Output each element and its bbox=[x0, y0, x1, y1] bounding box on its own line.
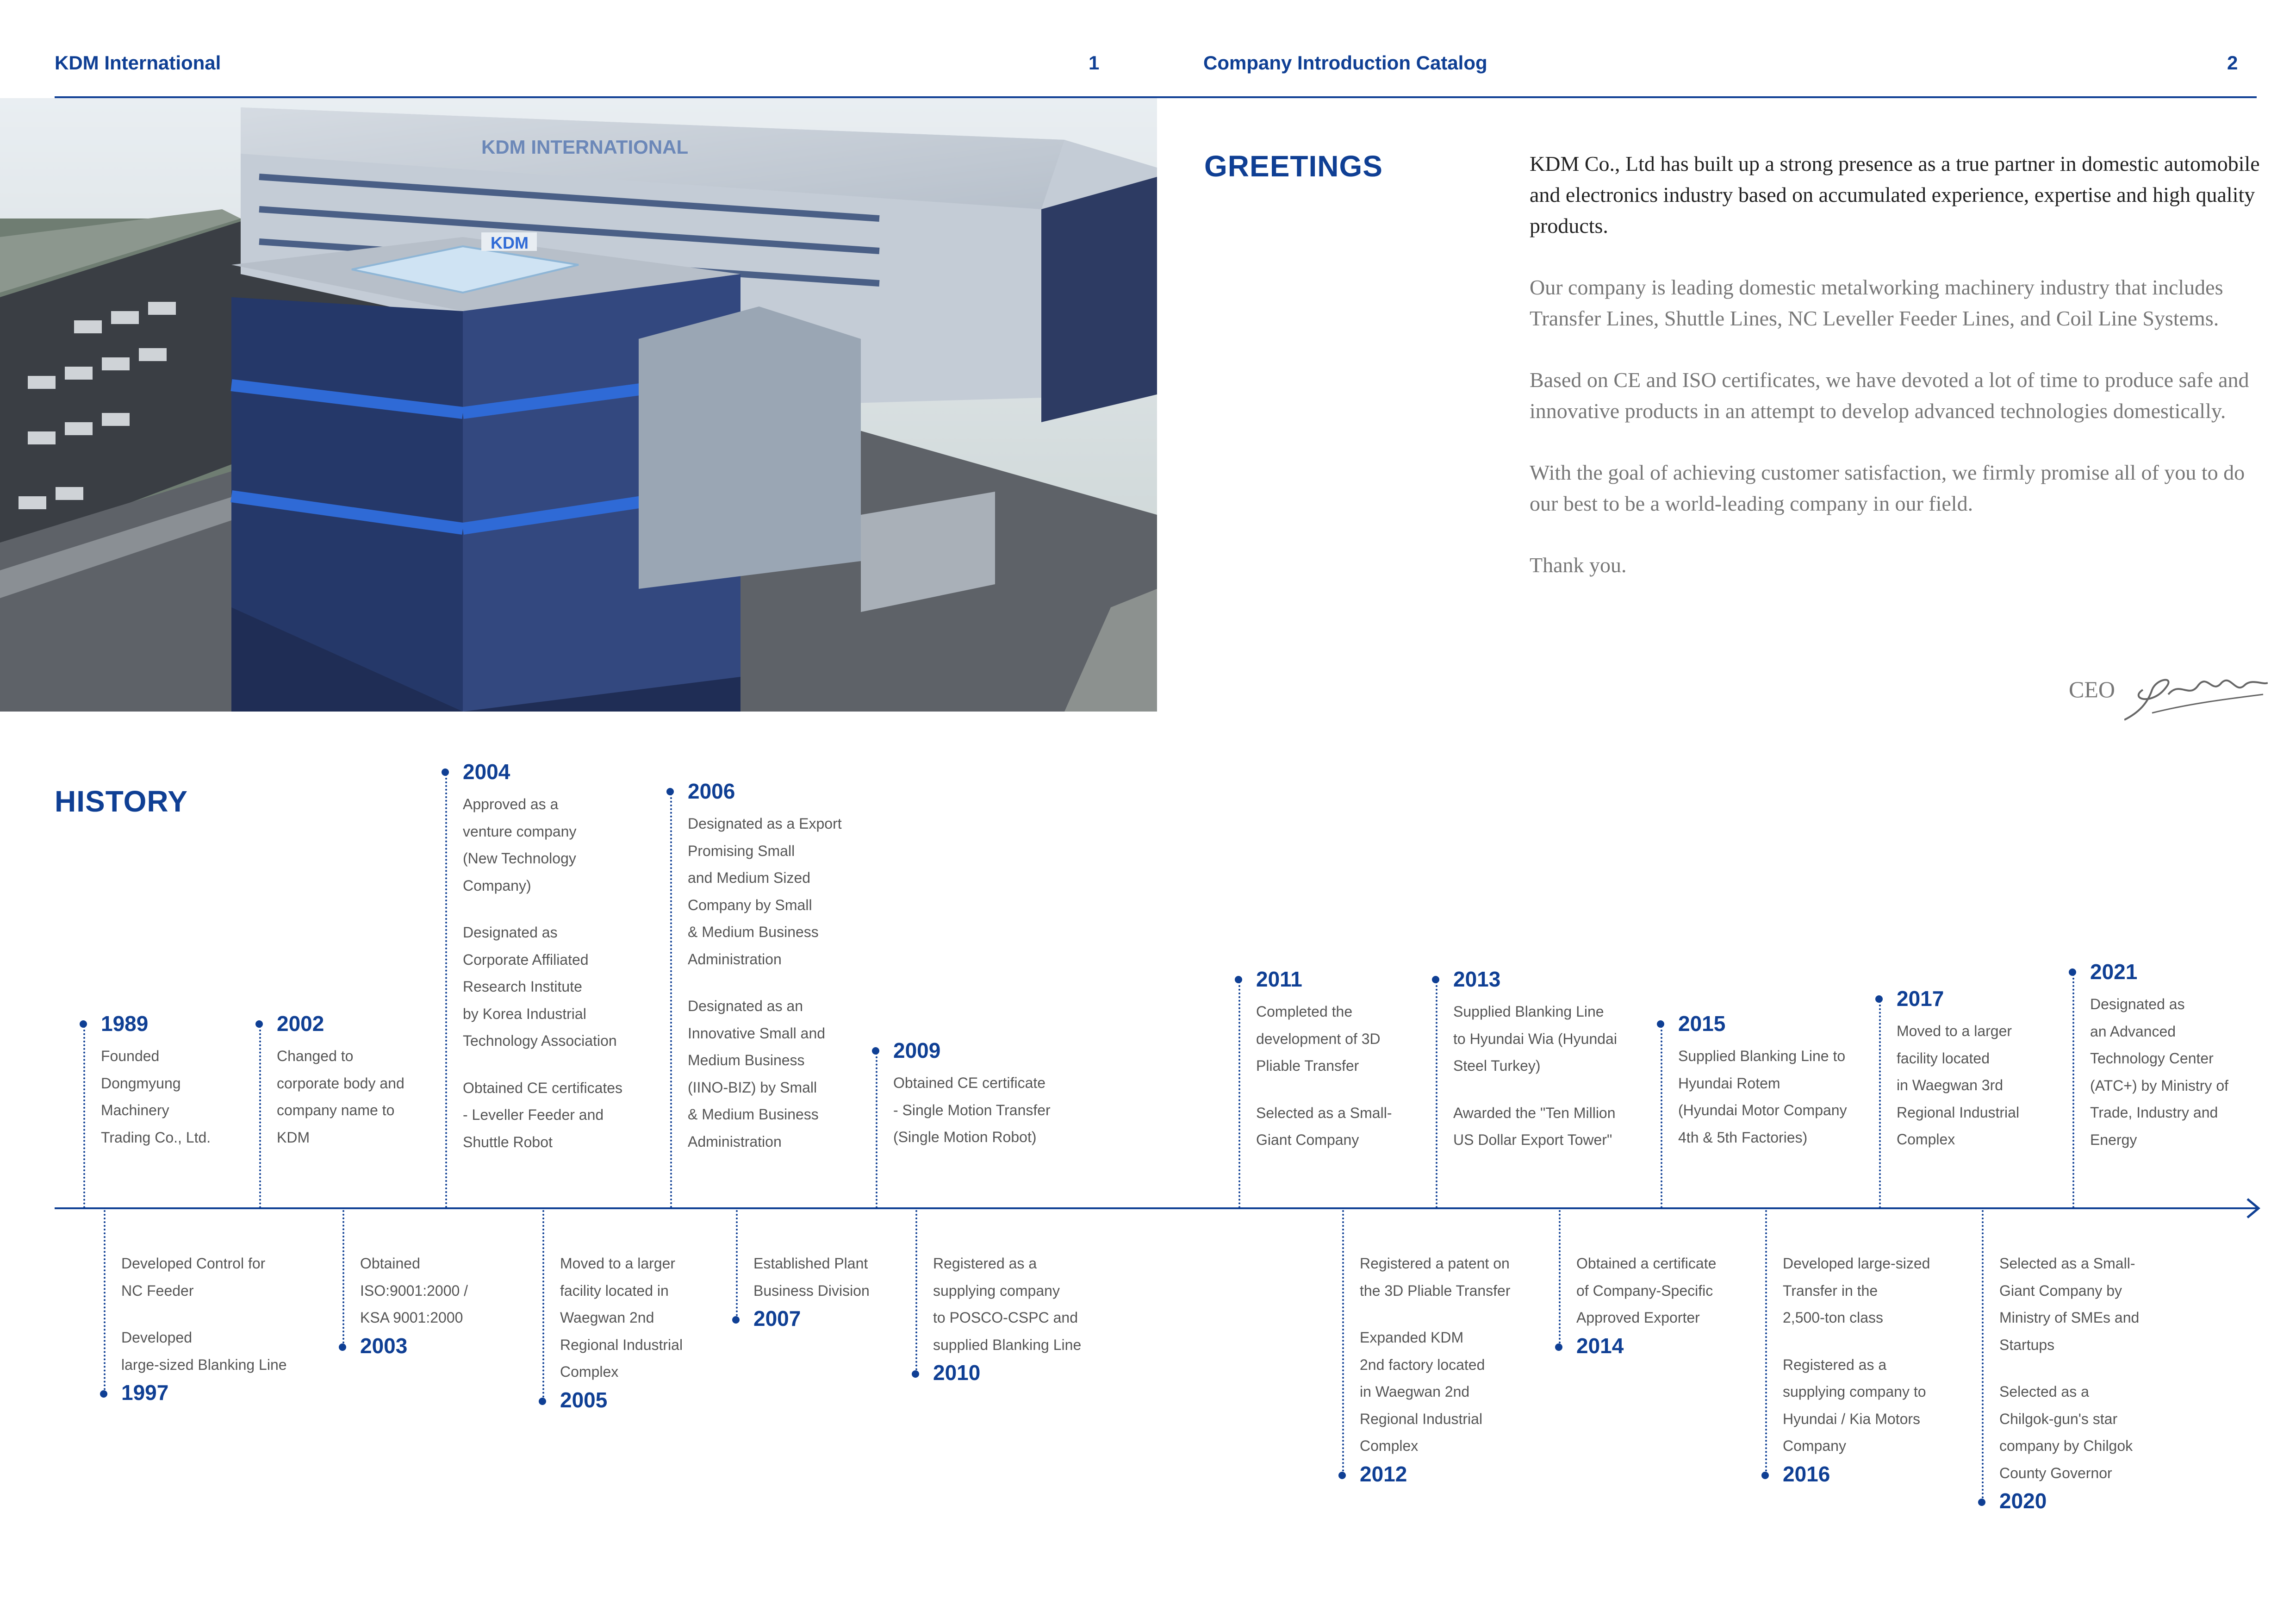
event-dot-icon bbox=[1875, 995, 1883, 1003]
event-item: Moved to a larger facility located in Waegwan 3rd Regional Industrial Complex bbox=[1897, 1023, 2020, 1148]
event-description bbox=[1360, 1250, 1563, 1460]
event-year: 2015 bbox=[1678, 1012, 1726, 1036]
building-photo bbox=[0, 98, 1157, 712]
left-header-title: KDM International bbox=[55, 52, 221, 74]
event-description bbox=[1897, 1018, 2100, 1153]
event-dot-icon bbox=[539, 1398, 546, 1405]
event-description bbox=[1999, 1250, 2203, 1487]
ceo-label: CEO bbox=[2069, 676, 2115, 702]
event-dot-icon bbox=[1657, 1020, 1664, 1028]
event-description bbox=[463, 791, 666, 1156]
event-dot-icon bbox=[1555, 1343, 1562, 1351]
greetings-paragraph-1: KDM Co., Ltd has built up a strong presence as a true partner in domestic automobile and electronics industry based on accumulated experience, expertise and high quality products. bbox=[1530, 152, 2260, 237]
event-item: Selected as a Chilgok-gun's star company by Chilgok County Governor bbox=[1999, 1383, 2133, 1481]
ceo-signature bbox=[2124, 662, 2268, 722]
event-connector bbox=[1238, 981, 1240, 1208]
event-description bbox=[101, 1043, 305, 1151]
event-year: 1997 bbox=[121, 1380, 169, 1405]
event-item: Developed large-sized Transfer in the 2,500-ton class bbox=[1783, 1255, 1930, 1326]
event-dot-icon bbox=[1978, 1499, 1985, 1506]
event-description bbox=[933, 1250, 1137, 1358]
event-year: 1989 bbox=[101, 1012, 149, 1036]
event-description bbox=[753, 1250, 957, 1304]
event-item: Designated as Corporate Affiliated Research Institute by Korea Industrial Technology Association bbox=[463, 924, 617, 1049]
event-connector bbox=[1559, 1210, 1561, 1347]
event-connector bbox=[1879, 1001, 1881, 1208]
event-dot-icon bbox=[666, 788, 674, 795]
event-item: Developed large-sized Blanking Line bbox=[121, 1329, 287, 1373]
event-description bbox=[688, 810, 891, 1155]
event-dot-icon bbox=[732, 1316, 740, 1324]
greetings-paragraph-4: With the goal of achieving customer satisfaction, we firmly promise all of you to do our best to be a world-leading company in our field. bbox=[1530, 461, 2245, 515]
event-item: Registered a patent on the 3D Pliable Transfer bbox=[1360, 1255, 1511, 1299]
event-item: Obtained ISO:9001:2000 / KSA 9001:2000 bbox=[360, 1255, 468, 1326]
event-dot-icon bbox=[2069, 968, 2076, 976]
event-year: 2020 bbox=[1999, 1489, 2047, 1513]
event-dot-icon bbox=[255, 1020, 263, 1028]
event-dot-icon bbox=[100, 1390, 107, 1398]
event-description bbox=[277, 1043, 480, 1151]
event-item: Supplied Blanking Line to Hyundai Rotem (Hyundai Motor Company 4th & 5th Factories) bbox=[1678, 1048, 1847, 1146]
left-page-number: 1 bbox=[1089, 52, 1100, 74]
event-item: Changed to corporate body and company name to KDM bbox=[277, 1048, 404, 1146]
event-year: 2004 bbox=[463, 760, 510, 784]
event-description bbox=[1678, 1043, 1882, 1151]
event-item: Registered as a supplying company to Hyundai / Kia Motors Company bbox=[1783, 1356, 1926, 1454]
event-year: 2005 bbox=[560, 1387, 608, 1412]
event-year: 2002 bbox=[277, 1012, 324, 1036]
event-connector bbox=[259, 1026, 261, 1208]
event-year: 2021 bbox=[2090, 960, 2138, 984]
event-description bbox=[2090, 991, 2294, 1153]
timeline-axis bbox=[55, 1207, 2257, 1209]
right-header-title: Company Introduction Catalog bbox=[1203, 52, 1487, 74]
event-connector bbox=[876, 1053, 877, 1208]
event-connector bbox=[1342, 1210, 1344, 1475]
event-item: Developed Control for NC Feeder bbox=[121, 1255, 266, 1299]
event-description bbox=[360, 1250, 564, 1331]
event-item: Approved as a venture company (New Technology Company) bbox=[463, 796, 577, 894]
event-item: Designated as an Innovative Small and Medium Business (IINO-BIZ) by Small & Medium Business Administration bbox=[688, 998, 826, 1150]
event-year: 2010 bbox=[933, 1361, 981, 1385]
greetings-paragraph-3: Based on CE and ISO certificates, we have devoted a lot of time to produce safe and innovative products in an attempt to develop advanced technologies domestically. bbox=[1530, 368, 2249, 423]
event-item: Designated as a Export Promising Small and Medium Sized Company by Small & Medium Business Administration bbox=[688, 815, 842, 968]
event-connector bbox=[1661, 1026, 1662, 1208]
event-connector bbox=[2072, 974, 2074, 1208]
event-dot-icon bbox=[912, 1370, 919, 1378]
event-connector bbox=[83, 1026, 85, 1208]
event-description bbox=[1783, 1250, 1986, 1460]
timeline-arrow-icon bbox=[2245, 1197, 2263, 1219]
event-year: 2016 bbox=[1783, 1462, 1830, 1486]
greetings-body bbox=[1530, 148, 2275, 611]
event-connector bbox=[670, 793, 672, 1208]
event-item: Completed the development of 3D Pliable Transfer bbox=[1256, 1003, 1381, 1074]
event-year: 2014 bbox=[1576, 1333, 1624, 1358]
event-year: 2011 bbox=[1256, 967, 1302, 991]
event-connector bbox=[104, 1210, 106, 1394]
event-item: Obtained CE certificate - Single Motion Transfer (Single Motion Robot) bbox=[893, 1074, 1051, 1145]
event-connector bbox=[342, 1210, 344, 1347]
right-header-rule bbox=[1157, 96, 2257, 98]
event-dot-icon bbox=[1338, 1472, 1346, 1479]
event-item: Awarded the "Ten Million US Dollar Export Tower" bbox=[1453, 1104, 1616, 1148]
event-dot-icon bbox=[1235, 976, 1242, 983]
event-year: 2012 bbox=[1360, 1462, 1407, 1486]
event-item: Expanded KDM 2nd factory located in Waegwan 2nd Regional Industrial Complex bbox=[1360, 1329, 1485, 1454]
event-item: Selected as a Small- Giant Company bbox=[1256, 1104, 1392, 1148]
event-dot-icon bbox=[339, 1343, 346, 1351]
event-item: Established Plant Business Division bbox=[753, 1255, 870, 1299]
event-dot-icon bbox=[1432, 976, 1439, 983]
event-description bbox=[1256, 998, 1460, 1154]
history-title: HISTORY bbox=[55, 785, 188, 818]
signage-text-small: KDM bbox=[491, 233, 529, 252]
event-item: Supplied Blanking Line to Hyundai Wia (Hyundai Steel Turkey) bbox=[1453, 1003, 1617, 1074]
event-connector bbox=[445, 774, 447, 1208]
event-item: Selected as a Small- Giant Company by Ministry of SMEs and Startups bbox=[1999, 1255, 2140, 1353]
event-connector bbox=[1765, 1210, 1767, 1475]
event-connector bbox=[736, 1210, 738, 1320]
event-item: Moved to a larger facility located in Waegwan 2nd Regional Industrial Complex bbox=[560, 1255, 683, 1380]
event-item: Obtained a certificate of Company-Specific Approved Exporter bbox=[1576, 1255, 1717, 1326]
event-connector bbox=[1436, 981, 1437, 1208]
event-year: 2003 bbox=[360, 1333, 408, 1358]
event-year: 2007 bbox=[753, 1306, 801, 1330]
right-page-number: 2 bbox=[2227, 52, 2238, 74]
event-dot-icon bbox=[442, 768, 449, 776]
event-item: Registered as a supplying company to POSCO-CSPC and supplied Blanking Line bbox=[933, 1255, 1082, 1353]
event-dot-icon bbox=[80, 1020, 87, 1028]
event-dot-icon bbox=[872, 1047, 879, 1055]
event-description bbox=[1576, 1250, 1780, 1331]
event-connector bbox=[915, 1210, 917, 1374]
event-item: Obtained CE certificates - Leveller Feeder and Shuttle Robot bbox=[463, 1079, 623, 1150]
event-dot-icon bbox=[1761, 1472, 1769, 1479]
event-year: 2017 bbox=[1897, 987, 1944, 1011]
event-connector bbox=[542, 1210, 544, 1401]
event-year: 2013 bbox=[1453, 967, 1501, 991]
event-year: 2009 bbox=[893, 1038, 941, 1062]
event-description bbox=[893, 1069, 1097, 1151]
event-connector bbox=[1982, 1210, 1984, 1502]
greetings-paragraph-2: Our company is leading domestic metalworking machinery industry that includes Transfer Lines, Shuttle Lines, NC Leveller Feeder Lines, and Coil Line Systems. bbox=[1530, 275, 2223, 330]
event-description bbox=[1453, 998, 1657, 1154]
event-item: Designated as an Advanced Technology Center (ATC+) by Ministry of Trade, Industry and Energy bbox=[2090, 996, 2228, 1148]
signage-text-large: KDM INTERNATIONAL bbox=[481, 136, 689, 158]
event-item: Founded Dongmyung Machinery Trading Co., Ltd. bbox=[101, 1048, 211, 1146]
event-description bbox=[121, 1250, 325, 1378]
greetings-paragraph-5: Thank you. bbox=[1530, 553, 1627, 577]
greetings-title: GREETINGS bbox=[1204, 150, 1383, 183]
event-year: 2006 bbox=[688, 779, 735, 803]
